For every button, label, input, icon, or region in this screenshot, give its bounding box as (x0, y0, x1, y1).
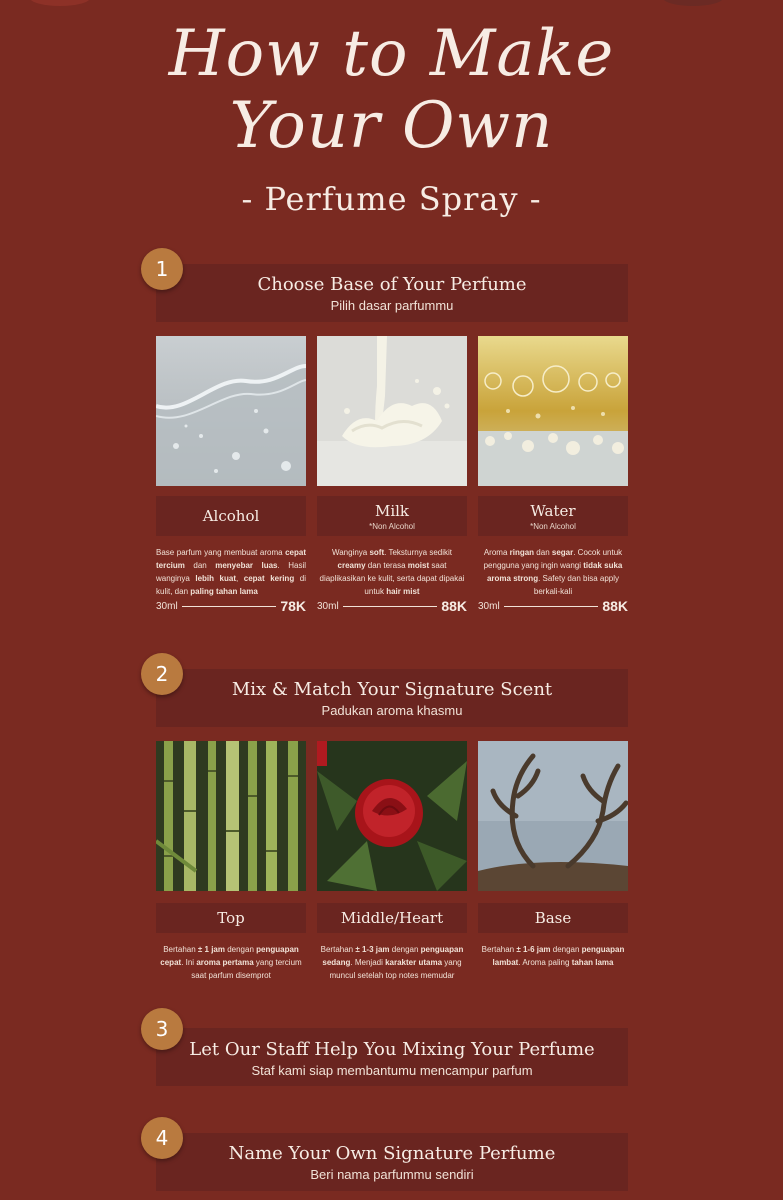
water-description: Aroma ringan dan segar. Cocok untuk pengguna yang ingin wangi tidak suka aroma strong. Safety dan bisa apply berkali-kali (483, 548, 623, 596)
price-divider (504, 606, 599, 607)
corner-decoration-right (663, 0, 723, 6)
emphasis-text: moist (407, 561, 430, 570)
emphasis-text: cepat kering (243, 574, 295, 583)
middle-name: Middle/Heart (340, 909, 444, 927)
step-1-subtitle: Pilih dasar parfummu (330, 298, 454, 313)
alcohol-price: 78K (280, 598, 306, 614)
emphasis-text: ± 1-6 jam (516, 945, 551, 954)
milk-splash-photo-icon (317, 336, 467, 486)
corner-decoration-left (30, 0, 90, 6)
step-1-title: Choose Base of Your Perfume (257, 274, 527, 295)
middle-label-box (317, 903, 467, 933)
top-name: Top (217, 909, 245, 927)
middle-description: Bertahan ± 1-3 jam dengan penguapan sedang. Menjadi karakter utama yang muncul setelah top notes memudar (320, 945, 464, 980)
golden-liquid-bubbles-photo-icon (478, 336, 628, 486)
page-title-line2: Your Own (229, 89, 554, 163)
base-name: Base (534, 909, 572, 927)
base-description: Bertahan ± 1-6 jam dengan penguapan lambat. Aroma paling tahan lama (481, 945, 625, 967)
emphasis-text: ± 1-3 jam (355, 945, 390, 954)
step-1-header (156, 264, 628, 322)
milk-label-box (317, 496, 467, 536)
step-1-badge: 1 (141, 248, 183, 290)
step-3-subtitle: Staf kami siap membantumu mencampur parfum (251, 1063, 533, 1078)
note-middle (317, 741, 467, 995)
base-label-box (478, 903, 628, 933)
emphasis-text: tidak suka aroma strong (486, 561, 623, 583)
step-4-badge: 4 (141, 1117, 183, 1159)
step-3-badge: 3 (141, 1008, 183, 1050)
base-option-water (478, 336, 628, 614)
water-note: *Non Alcohol (530, 521, 576, 531)
water-price-row (478, 598, 628, 614)
note-base (478, 741, 628, 995)
milk-size: 30ml (317, 600, 339, 612)
step-3-header (156, 1028, 628, 1086)
emphasis-text: aroma pertama (196, 958, 254, 967)
emphasis-text: segar (551, 548, 574, 557)
emphasis-text: penguapan lambat (492, 945, 625, 967)
alcohol-description: Base parfum yang membuat aroma cepat tercium dan menyebar luas. Hasil wanginya lebih kuat, cepat kering di kulit, dan paling tahan lama (156, 548, 306, 596)
price-divider (343, 606, 438, 607)
step-2-header (156, 669, 628, 727)
emphasis-text: creamy (337, 561, 366, 570)
emphasis-text: ± 1 jam (197, 945, 225, 954)
emphasis-text: penguapan sedang (322, 945, 464, 967)
emphasis-text: paling tahan lama (190, 587, 258, 596)
water-size: 30ml (478, 600, 500, 612)
alcohol-size: 30ml (156, 600, 178, 612)
milk-note: *Non Alcohol (369, 521, 415, 531)
bamboo-photo-icon (156, 741, 306, 891)
notes-grid (156, 741, 628, 995)
note-top (156, 741, 306, 995)
red-rose-photo-icon (317, 741, 467, 891)
emphasis-text: lebih kuat (195, 574, 236, 583)
step-2-badge: 2 (141, 653, 183, 695)
emphasis-text: tahan lama (571, 958, 614, 967)
emphasis-text: menyebar luas (215, 561, 278, 570)
milk-price-row (317, 598, 467, 614)
page-header (0, 18, 783, 218)
step-4-header (156, 1133, 628, 1191)
water-price: 88K (602, 598, 628, 614)
water-name: Water (530, 501, 576, 520)
milk-price: 88K (441, 598, 467, 614)
emphasis-text: ringan (509, 548, 535, 557)
page-title-line1: How to Make (168, 17, 615, 91)
emphasis-text: hair mist (386, 587, 420, 596)
step-4-title: Name Your Own Signature Perfume (228, 1143, 556, 1164)
base-option-milk (317, 336, 467, 614)
step-3-title: Let Our Staff Help You Mixing Your Perfume (189, 1039, 595, 1060)
alcohol-label-box (156, 496, 306, 536)
top-label-box (156, 903, 306, 933)
antler-photo-icon (478, 741, 628, 891)
base-option-alcohol (156, 336, 306, 614)
base-options-grid (156, 336, 628, 614)
alcohol-name: Alcohol (202, 507, 260, 525)
milk-description: Wanginya soft. Teksturnya sedikit creamy dan terasa moist saat diaplikasikan ke kulit, serta dapat dipakai untuk hair mist (319, 548, 465, 596)
emphasis-text: soft (369, 548, 385, 557)
clear-liquid-photo-icon (156, 336, 306, 486)
emphasis-text: karakter utama (385, 958, 443, 967)
page-subtitle: - Perfume Spray - (241, 180, 542, 218)
step-2-subtitle: Padukan aroma khasmu (321, 703, 463, 718)
step-2-title: Mix & Match Your Signature Scent (231, 679, 553, 700)
water-label-box (478, 496, 628, 536)
step-4-subtitle: Beri nama parfummu sendiri (310, 1167, 474, 1182)
emphasis-text: penguapan cepat (160, 945, 299, 967)
emphasis-text: cepat tercium (156, 548, 306, 570)
top-description: Bertahan ± 1 jam dengan penguapan cepat. Ini aroma pertama yang tercium saat parfum disemprot (160, 945, 302, 980)
alcohol-price-row (156, 598, 306, 614)
milk-name: Milk (374, 501, 410, 520)
price-divider (182, 606, 277, 607)
